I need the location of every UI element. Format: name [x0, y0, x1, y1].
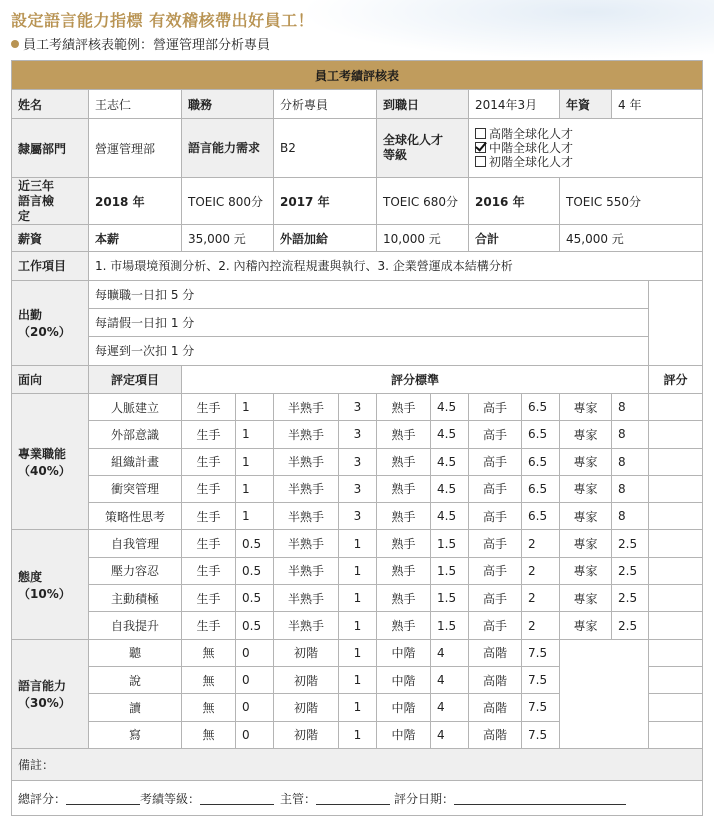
level-name: 高手 [469, 612, 522, 639]
attendance-rule: 每遲到一次扣 1 分 [89, 337, 649, 365]
level-points: 0.5 [236, 585, 274, 612]
attitude-weight: （10%） [18, 586, 71, 601]
level-name: 中階 [377, 694, 431, 721]
attendance-row [12, 308, 703, 336]
level-points: 1 [339, 612, 377, 639]
level-name: 熟手 [377, 530, 431, 557]
level-name: 生手 [182, 448, 236, 475]
position-value: 分析專員 [274, 90, 377, 118]
global-option-low[interactable] [475, 155, 696, 169]
score-cell[interactable] [649, 530, 703, 557]
level-points: 6.5 [522, 503, 560, 530]
criteria-item: 自我管理 [89, 530, 182, 557]
header-background [300, 0, 714, 60]
criteria-row [12, 557, 703, 584]
level-points: 2.5 [612, 612, 649, 639]
signature-row [12, 781, 703, 816]
level-name: 初階 [274, 694, 339, 721]
professional-label-cell [12, 393, 89, 530]
level-points: 3 [339, 503, 377, 530]
level-name: 無 [182, 721, 236, 748]
level-points: 8 [612, 475, 649, 502]
level-points: 3 [339, 421, 377, 448]
score-cell[interactable] [649, 393, 703, 420]
score-cell[interactable] [649, 421, 703, 448]
level-points: 1 [339, 585, 377, 612]
language-test-row [12, 178, 703, 225]
attendance-score-cell[interactable] [649, 280, 703, 365]
attitude-label: 態度 [18, 569, 43, 584]
level-points: 8 [612, 503, 649, 530]
page-subtitle [11, 34, 270, 53]
criteria-item: 主動積極 [89, 585, 182, 612]
level-name: 高手 [469, 585, 522, 612]
score-cell[interactable] [649, 585, 703, 612]
attendance-rule: 每曠職一日扣 5 分 [89, 280, 649, 308]
level-points: 4.5 [431, 421, 469, 448]
language-label-cell [12, 639, 89, 748]
level-name: 半熟手 [274, 393, 339, 420]
level-points: 4.5 [431, 393, 469, 420]
level-points: 6.5 [522, 448, 560, 475]
language-weight: （30%） [18, 695, 71, 710]
criteria-item: 衝突管理 [89, 475, 182, 502]
level-name: 熟手 [377, 585, 431, 612]
level-name: 專家 [560, 393, 612, 420]
level-name: 熟手 [377, 475, 431, 502]
supervisor-field[interactable] [316, 792, 390, 805]
language-bonus-value: 10,000 元 [377, 224, 469, 251]
criteria-row [12, 393, 703, 420]
global-option-label: 初階全球化人才 [489, 155, 574, 170]
criteria-row [12, 421, 703, 448]
level-points: 1.5 [431, 557, 469, 584]
test-score-1: TOEIC 800分 [182, 178, 274, 225]
level-name: 專家 [560, 421, 612, 448]
criteria-header-row [12, 365, 703, 393]
level-points: 1 [236, 393, 274, 420]
total-salary-value: 45,000 元 [560, 224, 703, 251]
level-points: 2 [522, 530, 560, 557]
level-points: 6.5 [522, 475, 560, 502]
tenure-value: 4 年 [612, 90, 703, 118]
remarks-label: 備註： [18, 758, 55, 773]
level-points: 1 [236, 421, 274, 448]
level-name: 初階 [274, 667, 339, 694]
level-points: 3 [339, 448, 377, 475]
score-cell[interactable] [649, 448, 703, 475]
language-blank-cell [560, 639, 649, 748]
level-points: 8 [612, 448, 649, 475]
supervisor-label: 主管： [280, 791, 317, 806]
level-points: 1 [339, 639, 377, 666]
criteria-item: 壓力容忍 [89, 557, 182, 584]
level-points: 1 [339, 667, 377, 694]
name-label: 姓名 [12, 90, 89, 118]
level-points: 4.5 [431, 503, 469, 530]
level-points: 3 [339, 393, 377, 420]
level-points: 3 [339, 475, 377, 502]
level-points: 4 [431, 639, 469, 666]
test-year-1: 2018 年 [89, 178, 182, 225]
bullet-dot-icon [11, 40, 19, 48]
page-headline: 設定語言能力指標 有效稽核帶出好員工！ [11, 11, 315, 30]
level-points: 4.5 [431, 475, 469, 502]
attendance-weight: （20%） [18, 324, 71, 339]
score-cell[interactable] [649, 694, 703, 721]
level-name: 高階 [469, 667, 522, 694]
form-title: 員工考績評核表 [12, 61, 703, 90]
level-name: 熟手 [377, 503, 431, 530]
level-name: 專家 [560, 612, 612, 639]
level-name: 中階 [377, 667, 431, 694]
position-label: 職務 [182, 90, 274, 118]
level-name: 專家 [560, 448, 612, 475]
level-name: 半熟手 [274, 530, 339, 557]
level-name: 熟手 [377, 612, 431, 639]
basic-info-row [12, 90, 703, 118]
subtitle-text: 員工考績評核表範例：營運管理部分析專員 [23, 38, 271, 53]
aspect-header: 面向 [12, 365, 89, 393]
professional-label: 專業職能 [18, 446, 67, 461]
level-points: 0.5 [236, 612, 274, 639]
level-points: 0 [236, 694, 274, 721]
test-year-3: 2016 年 [469, 178, 560, 225]
criteria-item: 寫 [89, 721, 182, 748]
attendance-row [12, 337, 703, 365]
start-date-label: 到職日 [377, 90, 469, 118]
level-name: 半熟手 [274, 557, 339, 584]
level-points: 1 [236, 503, 274, 530]
signature-cell [12, 781, 703, 816]
work-items-value: 1. 市場環境預測分析、2. 內稽內控流程規畫與執行、3. 企業營運成本結構分析 [89, 252, 703, 280]
grade-field[interactable] [200, 792, 274, 805]
remarks-field[interactable] [12, 748, 703, 780]
level-points: 4 [431, 694, 469, 721]
department-value: 營運管理部 [89, 118, 182, 178]
standard-header: 評分標準 [182, 365, 649, 393]
level-points: 7.5 [522, 667, 560, 694]
level-name: 高手 [469, 557, 522, 584]
level-name: 生手 [182, 475, 236, 502]
level-name: 生手 [182, 612, 236, 639]
criteria-item: 自我提升 [89, 612, 182, 639]
level-points: 1 [236, 448, 274, 475]
level-name: 高手 [469, 421, 522, 448]
global-option-label: 高階全球化人才 [489, 127, 574, 142]
score-cell[interactable] [649, 721, 703, 748]
level-points: 0.5 [236, 530, 274, 557]
name-value: 王志仁 [89, 90, 182, 118]
level-name: 生手 [182, 557, 236, 584]
level-points: 0 [236, 667, 274, 694]
level-name: 熟手 [377, 393, 431, 420]
level-points: 2.5 [612, 557, 649, 584]
level-name: 中階 [377, 721, 431, 748]
level-points: 6.5 [522, 421, 560, 448]
language-test-label: 近三年語言檢定 [12, 178, 89, 225]
department-label: 隸屬部門 [12, 118, 89, 178]
attitude-label-cell [12, 530, 89, 639]
criteria-row [12, 612, 703, 639]
score-cell[interactable] [649, 639, 703, 666]
level-points: 1.5 [431, 530, 469, 557]
level-name: 生手 [182, 393, 236, 420]
score-cell[interactable] [649, 475, 703, 502]
total-score-field[interactable] [66, 792, 140, 805]
criteria-row [12, 475, 703, 502]
level-name: 無 [182, 694, 236, 721]
test-year-2: 2017 年 [274, 178, 377, 225]
level-name: 半熟手 [274, 448, 339, 475]
global-option-label: 中階全球化人才 [489, 141, 574, 156]
level-name: 半熟手 [274, 421, 339, 448]
criteria-item: 組織計畫 [89, 448, 182, 475]
score-header: 評分 [649, 365, 703, 393]
level-name: 熟手 [377, 421, 431, 448]
level-name: 專家 [560, 530, 612, 557]
total-score-label: 總評分： [18, 791, 67, 806]
level-name: 高手 [469, 393, 522, 420]
level-points: 4 [431, 667, 469, 694]
salary-label: 薪資 [12, 224, 89, 251]
professional-weight: （40%） [18, 463, 71, 478]
level-name: 無 [182, 639, 236, 666]
total-salary-label: 合計 [469, 224, 560, 251]
criteria-row [12, 585, 703, 612]
level-name: 熟手 [377, 557, 431, 584]
checkbox-icon[interactable] [475, 128, 486, 139]
attendance-label: 出勤 [18, 307, 43, 322]
level-points: 1.5 [431, 612, 469, 639]
criteria-item: 外部意識 [89, 421, 182, 448]
level-points: 2 [522, 585, 560, 612]
level-points: 2.5 [612, 585, 649, 612]
base-salary-label: 本薪 [89, 224, 182, 251]
level-name: 高手 [469, 530, 522, 557]
level-points: 1.5 [431, 585, 469, 612]
level-name: 半熟手 [274, 612, 339, 639]
global-talent-options [469, 118, 703, 178]
language-bonus-label: 外語加給 [274, 224, 377, 251]
level-name: 專家 [560, 475, 612, 502]
score-cell[interactable] [649, 612, 703, 639]
level-points: 0 [236, 639, 274, 666]
global-talent-label: 全球化人才等級 [377, 118, 469, 178]
remarks-row [12, 748, 703, 780]
test-score-3: TOEIC 550分 [560, 178, 703, 225]
work-items-label: 工作項目 [12, 252, 89, 280]
tenure-label: 年資 [560, 90, 612, 118]
level-name: 初階 [274, 639, 339, 666]
language-requirement-value: B2 [274, 118, 377, 178]
level-name: 生手 [182, 585, 236, 612]
form-title-row [12, 61, 703, 90]
level-points: 8 [612, 421, 649, 448]
level-name: 初階 [274, 721, 339, 748]
language-requirement-label: 語言能力需求 [182, 118, 274, 178]
criteria-item: 策略性思考 [89, 503, 182, 530]
attendance-rule: 每請假一日扣 1 分 [89, 308, 649, 336]
criteria-item: 聽 [89, 639, 182, 666]
level-name: 專家 [560, 557, 612, 584]
level-name: 中階 [377, 639, 431, 666]
score-cell[interactable] [649, 667, 703, 694]
date-label: 評分日期： [394, 791, 455, 806]
global-option-mid[interactable] [475, 141, 696, 155]
level-name: 半熟手 [274, 585, 339, 612]
level-name: 高手 [469, 475, 522, 502]
attendance-label-cell [12, 280, 89, 365]
test-score-2: TOEIC 680分 [377, 178, 469, 225]
criteria-row [12, 639, 703, 666]
level-points: 4 [431, 721, 469, 748]
level-points: 7.5 [522, 721, 560, 748]
level-points: 2 [522, 557, 560, 584]
level-name: 無 [182, 667, 236, 694]
level-points: 6.5 [522, 393, 560, 420]
level-points: 1 [236, 475, 274, 502]
salary-row [12, 224, 703, 251]
level-points: 1 [339, 530, 377, 557]
level-name: 生手 [182, 421, 236, 448]
language-label: 語言能力 [18, 678, 67, 693]
score-cell[interactable] [649, 503, 703, 530]
appraisal-form-table [11, 60, 703, 816]
score-cell[interactable] [649, 557, 703, 584]
criteria-row [12, 530, 703, 557]
base-salary-value: 35,000 元 [182, 224, 274, 251]
level-points: 7.5 [522, 639, 560, 666]
grade-label: 考績等級： [140, 791, 201, 806]
level-points: 4.5 [431, 448, 469, 475]
start-date-value: 2014年3月 [469, 90, 560, 118]
criteria-item: 說 [89, 667, 182, 694]
department-row [12, 118, 703, 178]
level-name: 高階 [469, 639, 522, 666]
level-name: 專家 [560, 585, 612, 612]
level-name: 半熟手 [274, 475, 339, 502]
level-points: 2.5 [612, 530, 649, 557]
level-name: 高階 [469, 694, 522, 721]
level-name: 熟手 [377, 448, 431, 475]
level-points: 7.5 [522, 694, 560, 721]
criteria-item: 人脈建立 [89, 393, 182, 420]
checked-checkbox-icon[interactable] [475, 142, 486, 153]
criteria-item: 讀 [89, 694, 182, 721]
level-name: 生手 [182, 530, 236, 557]
level-name: 專家 [560, 503, 612, 530]
level-points: 1 [339, 721, 377, 748]
level-points: 1 [339, 694, 377, 721]
level-points: 0.5 [236, 557, 274, 584]
global-option-high[interactable] [475, 127, 696, 141]
level-name: 高階 [469, 721, 522, 748]
level-name: 高手 [469, 448, 522, 475]
work-items-row [12, 252, 703, 280]
level-points: 2 [522, 612, 560, 639]
criteria-row [12, 448, 703, 475]
level-points: 0 [236, 721, 274, 748]
level-points: 1 [339, 557, 377, 584]
date-field[interactable] [454, 792, 626, 805]
level-name: 高手 [469, 503, 522, 530]
level-name: 生手 [182, 503, 236, 530]
level-points: 8 [612, 393, 649, 420]
item-header: 評定項目 [89, 365, 182, 393]
checkbox-icon[interactable] [475, 156, 486, 167]
level-name: 半熟手 [274, 503, 339, 530]
attendance-row [12, 280, 703, 308]
criteria-row [12, 503, 703, 530]
